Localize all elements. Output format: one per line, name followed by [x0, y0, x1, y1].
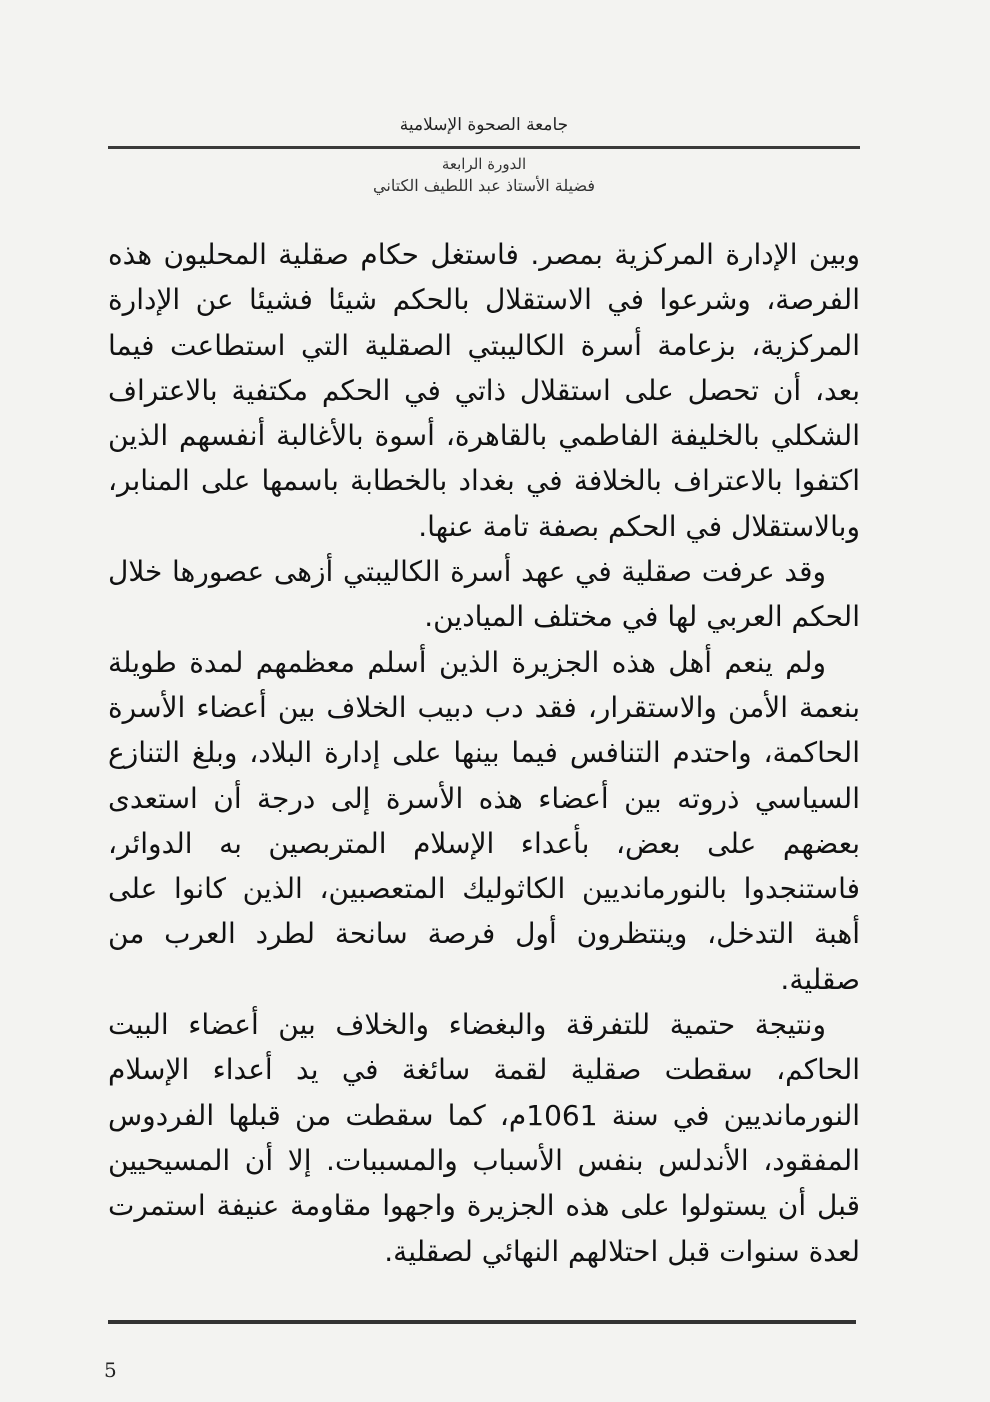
paragraph: وبين الإدارة المركزية بمصر. فاستغل حكام صقلية المحليون هذه الفرصة، وشرعوا في الاستقلال بالحكم شيئا فشيئا عن الإدارة المركزية، بزعامة أسرة الكاليبتي الصقلية التي استطاعت فيما بعد، أن تحصل على استقلال ذاتي في الحكم مكتفية بالاعتراف الشكلي بالخليفة الفاطمي بالقاهرة، أسوة بالأغالبة أنفسهم الذين اكتفوا بالاعتراف بالخلافة في بغداد بالخطابة باسمها على المنابر، وبالاستقلال في الحكم بصفة تامة عنها. [108, 238, 860, 543]
running-header [108, 112, 860, 197]
paragraph: وقد عرفت صقلية في عهد أسرة الكاليبتي أزهى عصورها خلال الحكم العربي لها في مختلف الميادين. [108, 555, 860, 634]
header-title: جامعة الصحوة الإسلامية [399, 115, 569, 135]
body-text [108, 232, 860, 1274]
header-author: فضيلة الأستاذ عبد اللطيف الكتاني [373, 176, 595, 195]
footer-rule [108, 1320, 856, 1324]
page-number: 5 [104, 1358, 117, 1382]
paragraph: ولم ينعم أهل هذه الجزيرة الذين أسلم معظمهم لمدة طويلة بنعمة الأمن والاستقرار، فقد دب دبيب الخلاف بين أعضاء الأسرة الحاكمة، واحتدم التنافس فيما بينها على إدارة البلاد، وبلغ التنازع السياسي ذروته بين أعضاء هذه الأسرة إلى درجة أن استعدى بعضهم على بعض، بأعداء الإسلام المتربصين به الدوائر، فاستنجدوا بالنورمانديين الكاثوليك المتعصبين، الذين كانوا على أهبة التدخل، وينتظرون أول فرصة سانحة لطرد العرب من صقلية. [108, 645, 860, 996]
header-rule [108, 146, 860, 149]
paragraph: ونتيجة حتمية للتفرقة والبغضاء والخلاف بين أعضاء البيت الحاكم، سقطت صقلية لقمة سائغة في يد أعداء الإسلام النورمانديين في سنة 1061م، كما سقطت من قبلها الفردوس المفقود، الأندلس بنفس الأسباب والمسببات. إلا أن المسيحيين قبل أن يستولوا على هذه الجزيرة واجهوا مقاومة عنيفة استمرت لعدة سنوات قبل احتلالهم النهائي لصقلية. [108, 1008, 860, 1268]
header-session: الدورة الرابعة [441, 155, 527, 173]
